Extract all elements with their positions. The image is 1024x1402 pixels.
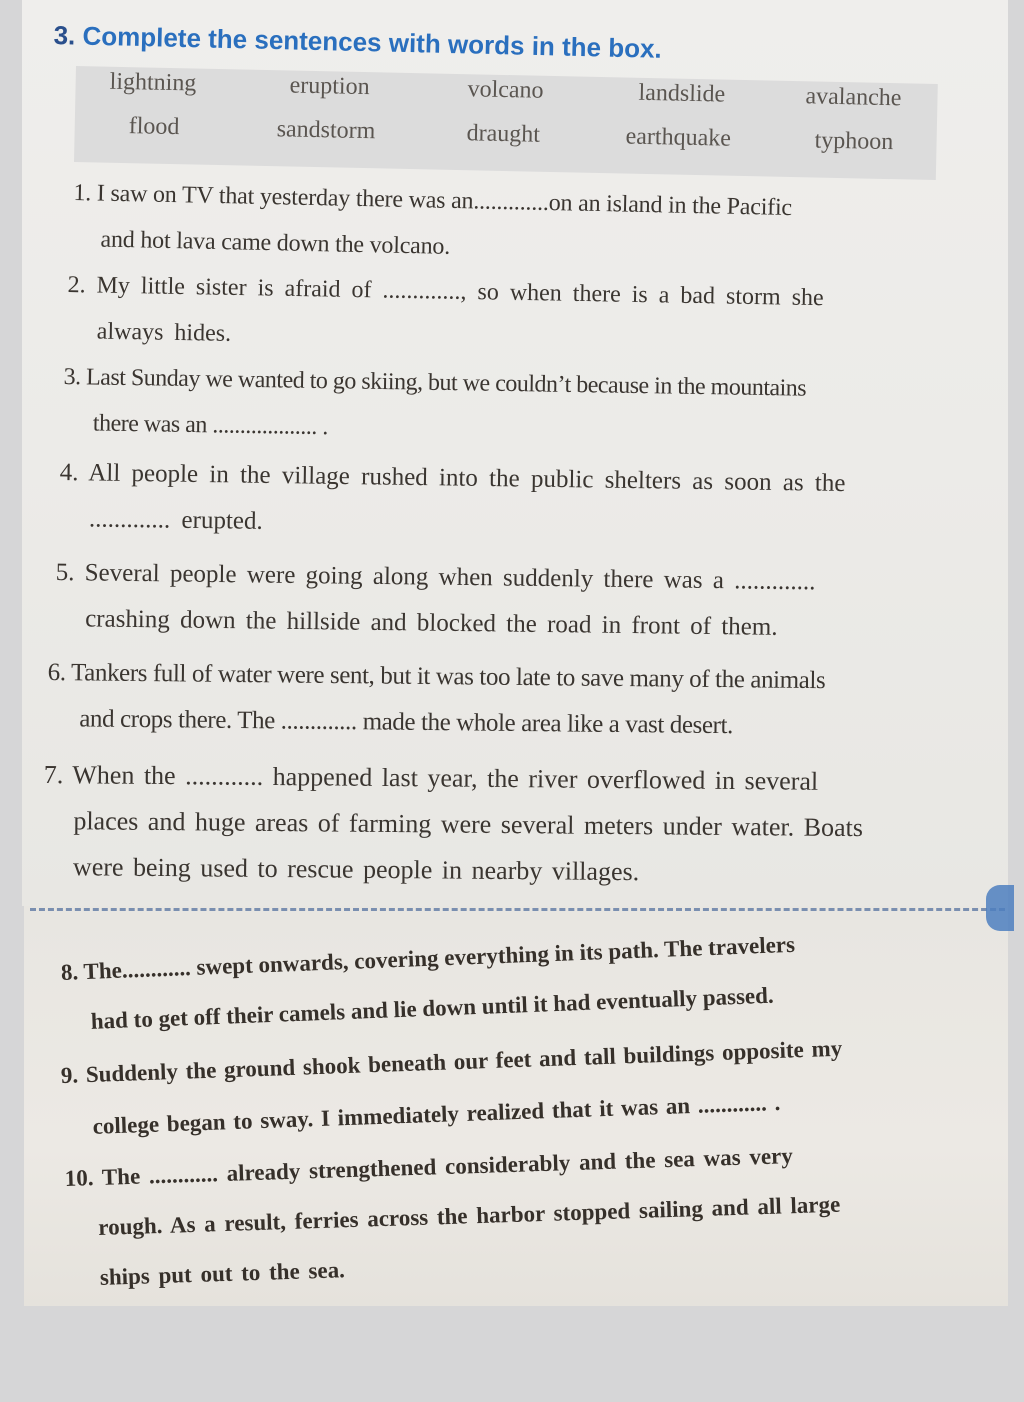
sentence-line: 4. All people in the village rushed into the public shelters as soon as the bbox=[59, 458, 846, 497]
word-box-word: landslide bbox=[638, 79, 726, 108]
sentence-line: 1. I saw on TV that yesterday there was an.............on an island in the Pacific bbox=[73, 179, 793, 222]
page-divider bbox=[30, 908, 1005, 911]
sentence-item-7 bbox=[43, 752, 864, 897]
word-box-word: typhoon bbox=[814, 127, 894, 156]
word-box-word: draught bbox=[466, 120, 541, 148]
sentence-item-4 bbox=[59, 450, 846, 553]
sentence-line: crashing down the hillside and blocked the road in front of them. bbox=[84, 605, 778, 641]
sentence-item-10 bbox=[64, 1130, 843, 1304]
word-box-word: eruption bbox=[289, 72, 370, 101]
sentence-line: and hot lava came down the volcano. bbox=[100, 226, 451, 260]
sentence-item-1 bbox=[72, 170, 792, 277]
sentence-line: 6. Tankers full of water were sent, but it was too late to save many of the animals bbox=[47, 658, 826, 695]
sentence-item-6 bbox=[47, 650, 825, 750]
sentence-line: ships put out to the sea. bbox=[99, 1257, 346, 1290]
sentence-line: were being used to rescue people in nearby villages. bbox=[72, 852, 640, 887]
sentence-line: 3. Last Sunday we wanted to go skiing, but we couldn’t because in the mountains bbox=[63, 363, 807, 402]
word-box-word: flood bbox=[128, 113, 180, 141]
sentence-line: 10. The ............ already strengthened considerably and the sea was very bbox=[64, 1143, 794, 1191]
word-box-word: lightning bbox=[109, 68, 197, 97]
sentence-item-3 bbox=[63, 354, 807, 458]
sentence-line: 7. When the ............ happened last year, the river overflowed in several bbox=[43, 759, 819, 796]
sentence-line: had to get off their camels and lie down until it had eventually passed. bbox=[90, 982, 775, 1034]
page-tab-marker bbox=[986, 885, 1014, 931]
sentence-line: 9. Suddenly the ground shook beneath our feet and tall buildings opposite my bbox=[60, 1035, 843, 1088]
sentence-line: always hides. bbox=[96, 318, 232, 347]
sentence-line: college began to sway. I immediately realized that it was an ............ . bbox=[92, 1089, 781, 1139]
sentence-line: 2. My little sister is afraid of ............., so when there is a bad storm she bbox=[67, 271, 824, 312]
word-box-word: avalanche bbox=[805, 83, 902, 112]
sentence-line: rough. As a result, ferries across the harbor stopped sailing and all large bbox=[97, 1191, 841, 1240]
exercise-number: 3. bbox=[53, 20, 76, 51]
sentence-line: 5. Several people were going along when suddenly there was a ............. bbox=[55, 558, 816, 596]
sentence-line: 8. The............ swept onwards, covering everything in its path. The travelers bbox=[60, 931, 796, 985]
sentence-line: ............. erupted. bbox=[88, 505, 263, 535]
word-box-word: sandstorm bbox=[276, 116, 376, 145]
sentence-line: places and huge areas of farming were several meters under water. Boats bbox=[73, 806, 864, 843]
sentence-item-5 bbox=[55, 550, 816, 651]
word-box-word: volcano bbox=[467, 76, 544, 104]
sentence-item-2 bbox=[66, 262, 824, 367]
sentence-line: and crops there. The ............. made the whole area like a vast desert. bbox=[79, 705, 734, 740]
word-box bbox=[74, 66, 938, 180]
exercise-instruction: Complete the sentences with words in the box. bbox=[82, 20, 663, 64]
sentence-line: there was an ................... . bbox=[92, 410, 329, 441]
word-box-word: earthquake bbox=[625, 123, 732, 152]
